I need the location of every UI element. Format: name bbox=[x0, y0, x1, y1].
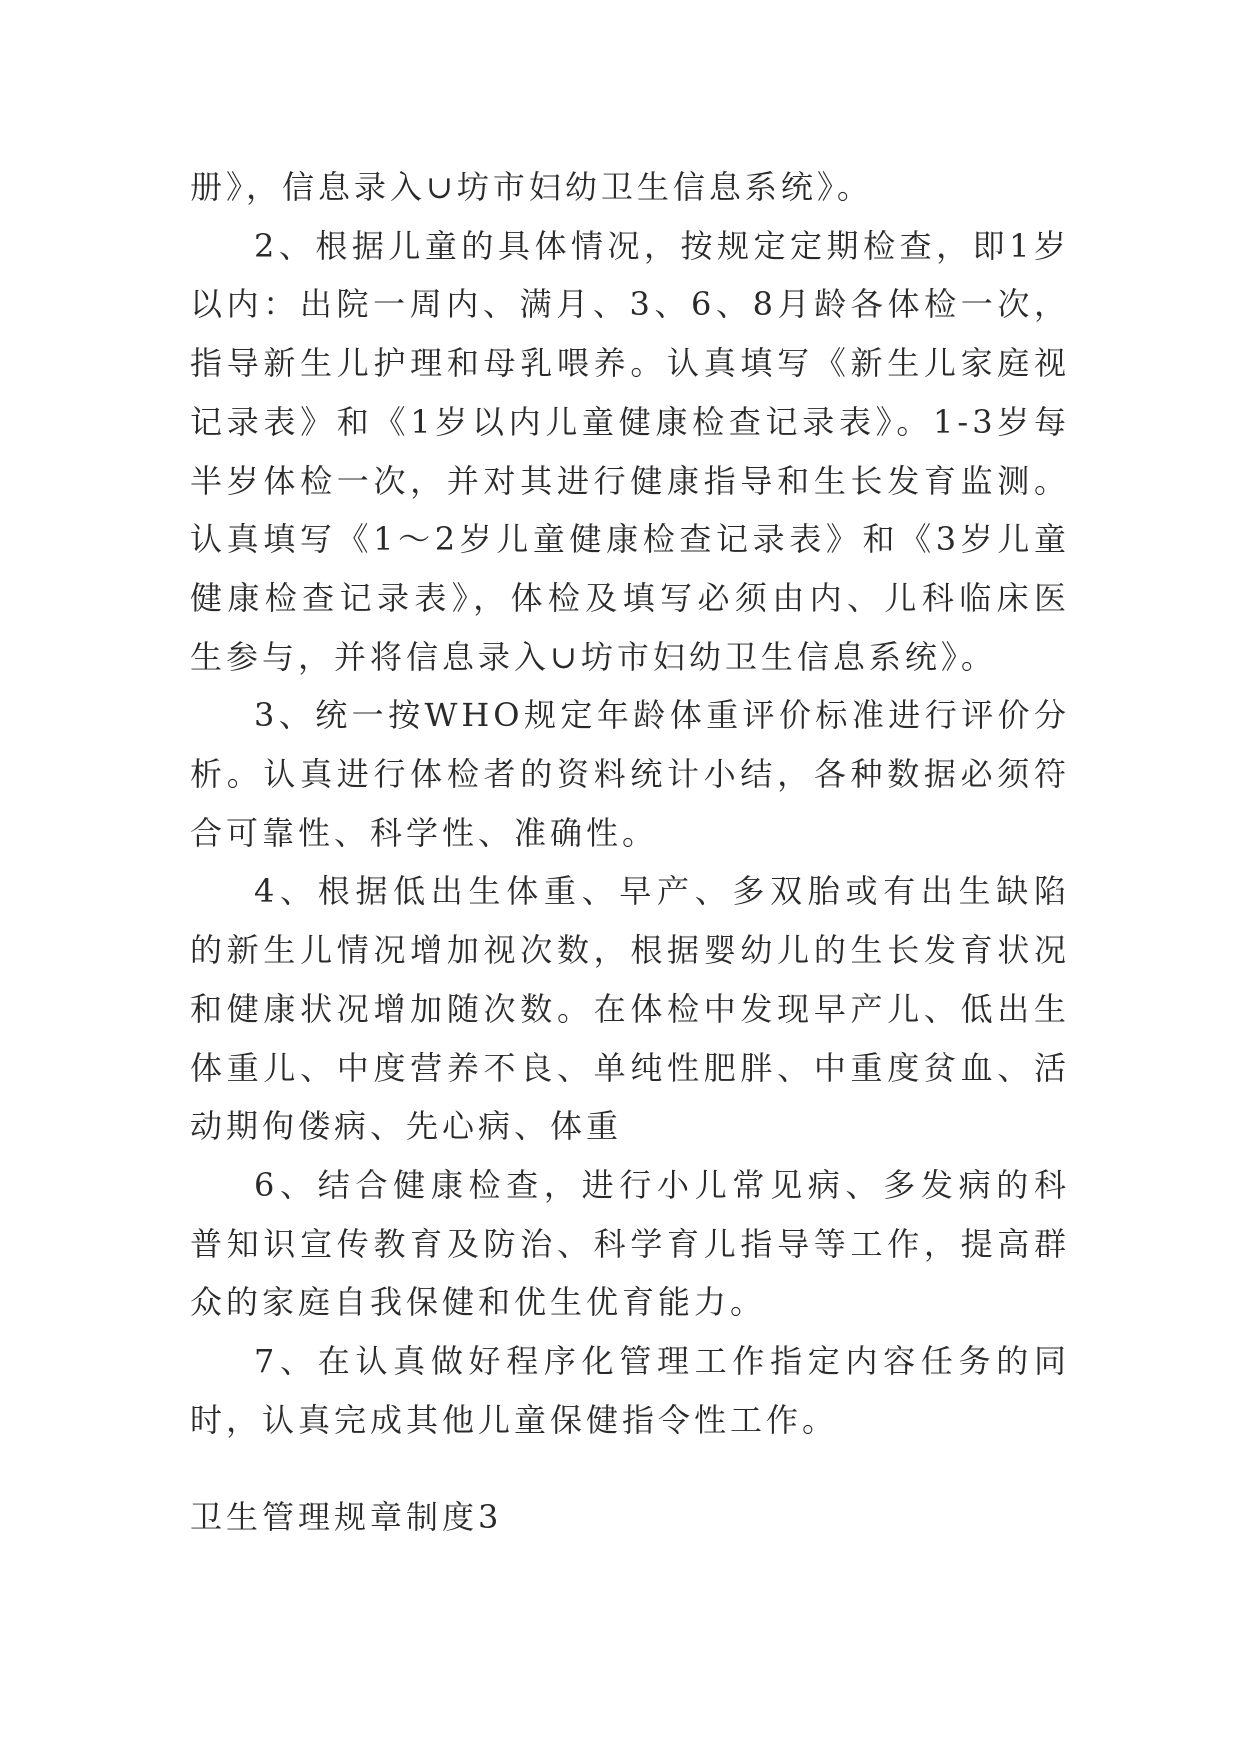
paragraph-4: 4、根据低出生体重、早产、多双胎或有出生缺陷的新生儿情况增加视次数，根据婴幼儿的生长发育状况和健康状况增加随次数。在体检中发现早产儿、低出生体重儿、中度营养不良、单纯性肥胖、中重度贫血、活动期佝偻病、先心病、体重 bbox=[190, 872, 1070, 1146]
paragraph-2: 2、根据儿童的具体情况，按规定定期检查，即1岁以内：出院一周内、满月、3、6、8月龄各体检一次，指导新生儿护理和母乳喂养。认真填写《新生儿家庭视记录表》和《1岁以内儿童健康检查记录表》。1-3岁每半岁体检一次，并对其进行健康指导和生长发育监测。认真填写《1～2岁儿童健康检查记录表》和《3岁儿童健康检查记录表》，体检及填写必须由内、儿科临床医生参与，并将信息录入∪坊市妇幼卫生信息系统》。 bbox=[190, 226, 1070, 676]
section-title: 卫生管理规章制度3 bbox=[190, 1498, 503, 1536]
paragraph-7: 7、在认真做好程序化管理工作指定内容任务的同时，认真完成其他儿童保健指令性工作。 bbox=[190, 1342, 1070, 1439]
paragraph-1: 册》，信息录入∪坊市妇幼卫生信息系统》。 bbox=[190, 168, 873, 206]
paragraph-3: 3、统一按WHO规定年龄体重评价标准进行评价分析。认真进行体检者的资料统计小结，各种数据必须符合可靠性、科学性、准确性。 bbox=[190, 696, 1070, 852]
paragraph-6: 6、结合健康检查，进行小儿常见病、多发病的科普知识宣传教育及防治、科学育儿指导等工作，提高群众的家庭自我保健和优生优育能力。 bbox=[190, 1165, 1070, 1322]
document-body bbox=[190, 158, 1070, 1449]
